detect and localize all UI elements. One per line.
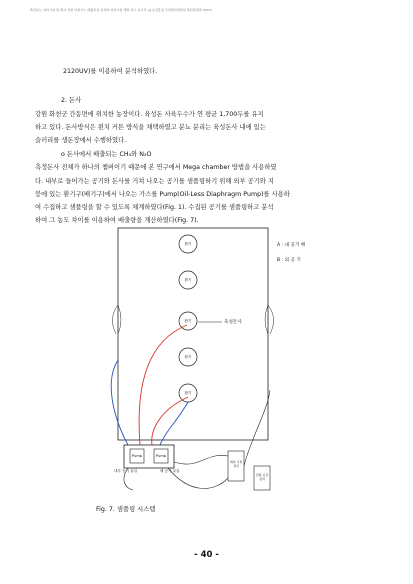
text-line: 강원 화천군 간동면에 위치한 농장이다. 육성돈 사육두수가 연 평균 1,700두를 유지 [35, 111, 264, 118]
text-line: 여 수집하고 샘플링을 할 수 있도록 체계하였다(Fig. 1). 수집된 공기를 샘플링하고 분석 [35, 204, 274, 211]
box-left-label: 내부 공기 유입 [114, 469, 138, 473]
barn-outline [118, 228, 268, 440]
text-line: 2120UV)를 이용하여 분석하였다. [63, 68, 158, 75]
fan-label: 환기 [184, 391, 192, 395]
fan-label: 환기 [184, 242, 192, 246]
pump-label: Pump [131, 454, 143, 458]
fan-label: 환기 [184, 278, 192, 282]
text-line: 슬러리를 생돈장에서 수행하였다. [35, 137, 127, 144]
fan-label: 환기 [184, 355, 192, 359]
section-title: 2. 돈사 [61, 97, 82, 104]
device2-label: 전원 공급 장치 [255, 473, 269, 481]
text-line: 하고 있다. 돈사방식은 윈치 커튼 방식을 채택하였고 분뇨 분리는 육성돈사 내에 있는 [35, 124, 266, 131]
figure-caption: Fig. 7. 샘플링 시스템 [96, 506, 156, 513]
box-right-label: 배 공기 유입 [160, 469, 180, 473]
pump-label: Pump [155, 454, 167, 458]
running-header: 축산분뇨 처리시설 및 축사 주변 악취가스 배출특성 분석과 저감기술 개발 연구 보고서 (농촌진흥청 국립축산과학원 축산환경과 2017) [30, 8, 213, 12]
legend-b: B : 외 공 기 [277, 258, 301, 263]
cable-line [174, 455, 228, 464]
text-line: 다. 내부로 들어가는 공기와 돈사를 거쳐 나오는 공기를 샘플링하기 위해 외부 공기와 지 [35, 178, 274, 185]
text-line: 하여 그 농도 차이를 이용하여 배출량을 계산하였다(Fig. 7). [35, 217, 199, 224]
text-line: 붕에 있는 환기구(배기구)에서 나오는 가스를 Pump(Oil-Less Diaphragm Pump)를 사용하 [35, 191, 290, 198]
text-line: 측정돈사 전체가 하나의 챔버이기 때문에 본 연구에서 Mega chamber 방법을 사용하였 [35, 164, 277, 171]
legend-a: A : 내 공기 배 [277, 243, 306, 248]
page-number: - 40 - [194, 550, 219, 560]
fan-label: 환기 [184, 319, 192, 323]
bullet-heading: o 돈사에서 배출되는 CH₄와 N₂O [61, 151, 152, 158]
device1-label: 계측 기록 장치 [229, 460, 243, 468]
barn-label: 육성돈사 [224, 320, 242, 325]
